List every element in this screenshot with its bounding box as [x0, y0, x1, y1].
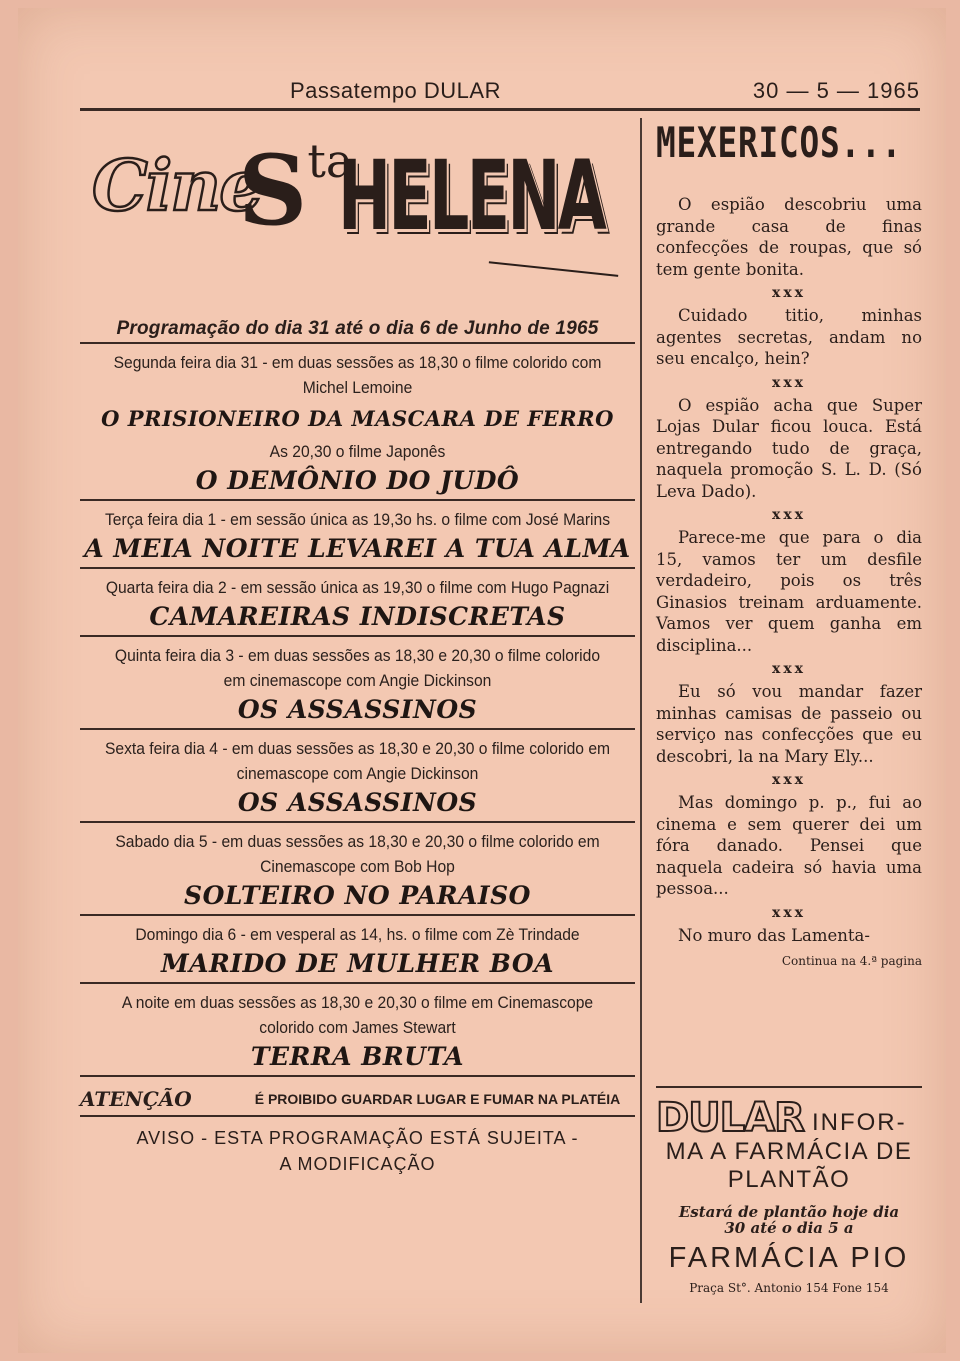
- logo-frame-line: [488, 261, 619, 287]
- publication-name: Passatempo DULAR: [290, 78, 501, 103]
- duty-text-2: 30 até o dia 5 a: [724, 1219, 854, 1237]
- pharmacy-line-1: INFOR-: [811, 1109, 907, 1136]
- attention-text: É PROIBIDO GUARDAR LUGAR E FUMAR NA PLATÉIA: [254, 1090, 621, 1107]
- attention-label: ATENÇÃO: [80, 1087, 192, 1111]
- entry-description: Terça feira dia 1 - em sessão única as 19,3o hs. o filme com José Marins: [104, 510, 611, 529]
- cinema-logo: [88, 128, 628, 298]
- gossip-separator: xxx: [771, 374, 807, 391]
- gossip-separator: xxx: [771, 904, 807, 921]
- film-title: CAMAREIRAS INDISCRETAS: [80, 602, 635, 637]
- pharmacy-ad: [656, 1086, 922, 1295]
- gossip-separator: xxx: [771, 507, 807, 523]
- entry-description: Quinta feira dia 3 - em duas sessões as 18,30 e 20,30 o filme colorido em cinemascope com Angie Dickinson: [114, 646, 601, 690]
- gossip-paragraph: No muro das Lamenta-: [678, 925, 870, 945]
- continued-note: Continua na 4.ª pagina: [781, 954, 922, 968]
- film-title: O PRISIONEIRO DA MASCARA DE FERRO: [101, 406, 614, 431]
- notice-line-2: A MODIFICAÇÃO: [279, 1154, 436, 1174]
- logo-sta-text: $S^{ta}$: [238, 134, 354, 247]
- dular-logo: DULAR: [656, 1095, 804, 1141]
- notice-line-1: AVISO - ESTA PROGRAMAÇÃO ESTÁ SUJEITA -: [136, 1128, 579, 1148]
- column-divider: [640, 118, 642, 1303]
- gossip-paragraph: Cuidado titio, minhas agentes secretas, andam no seu encalço, hein?: [656, 306, 922, 368]
- attention-notice: [80, 1087, 635, 1117]
- entry-description: As 20,30 o filme Japonês: [269, 442, 446, 461]
- entry-description: Sabado dia 5 - em duas sessões as 18,30 e 20,30 o filme colorido em Cinemascope com Bob Hop: [115, 832, 600, 876]
- gossip-separator: xxx: [771, 661, 807, 677]
- film-title: TERRA BRUTA: [80, 1042, 635, 1077]
- gossip-paragraph: Parece-me que para o dia 15, vamos ter um desfile verdadeiro, pois os três Ginasios treinam arduamente. Vamos ver quem ganha em disciplina...: [656, 528, 922, 655]
- gossip-paragraph: Eu só vou mandar fazer minhas camisas de passeio ou serviço nas confecções que eu descobri, la na Mary Ely...: [656, 682, 922, 766]
- publication-date: 30 — 5 — 1965: [752, 78, 920, 103]
- entry-description: Quarta feira dia 2 - em sessão única as 19,30 o filme com Hugo Pagnazi: [105, 578, 610, 597]
- entry-description: Segunda feira dia 31 - em duas sessões as 18,30 o filme colorido com Michel Lemoine: [113, 353, 602, 397]
- duty-text-1: Estará de plantão hoje dia: [678, 1203, 900, 1221]
- film-title: MARIDO DE MULHER BOA: [80, 949, 635, 984]
- logo-cine-text: Cine: [92, 144, 262, 227]
- logo-helena-text: HELENA: [338, 140, 605, 252]
- pharmacy-line-3: PLANTÃO: [727, 1166, 851, 1193]
- gossip-paragraph: O espião acha que Super Lojas Dular ficou louca. Está entregando tudo de graça, naquela promoção S. L. D. (Só Leva Dado).: [656, 395, 922, 501]
- gossip-paragraph: Mas domingo p. p., fui ao cinema e sem querer dei um fóra danado. Pensei que naquela cadeira só havia uma pessoa...: [656, 793, 922, 898]
- gossip-paragraph: O espião descobriu uma grande casa de finas confecções de roupas, que só tem gente bonita.: [656, 195, 922, 279]
- film-title: OS ASSASSINOS: [80, 788, 635, 823]
- film-title: O DEMÔNIO DO JUDÔ: [80, 466, 635, 501]
- gossip-separator: xxx: [771, 285, 807, 301]
- gossip-column: [656, 118, 922, 968]
- pharmacy-ad-header: [656, 1095, 922, 1141]
- entry-description: A noite em duas sessões as 18,30 e 20,30 o filme em Cinemascope colorido com James Stewart: [121, 993, 594, 1037]
- film-title: OS ASSASSINOS: [80, 695, 635, 730]
- masthead: [80, 72, 920, 111]
- gossip-separator: xxx: [771, 772, 807, 788]
- gossip-title: MEXERICOS...: [656, 118, 903, 167]
- film-title: SOLTEIRO NO PARAISO: [80, 881, 635, 916]
- pharmacy-address: Praça St°. Antonio 154 Fone 154: [689, 1281, 889, 1295]
- program-notice: [80, 1125, 635, 1177]
- program-column: [80, 318, 635, 1177]
- entry-description: Domingo dia 6 - em vesperal as 14, hs. o filme com Zè Trindade: [135, 925, 580, 944]
- film-title: A MEIA NOITE LEVAREI A TUA ALMA: [80, 534, 635, 569]
- entry-description: Sexta feira dia 4 - em duas sessões as 18,30 e 20,30 o filme colorido em cinemascope com Angie Dickinson: [104, 739, 611, 783]
- pharmacy-line-2: MA A FARMÁCIA DE: [665, 1138, 913, 1165]
- program-title: Programação do dia 31 até o dia 6 de Junho de 1965: [80, 318, 635, 344]
- pharmacy-name: FARMÁCIA PIO: [668, 1242, 910, 1274]
